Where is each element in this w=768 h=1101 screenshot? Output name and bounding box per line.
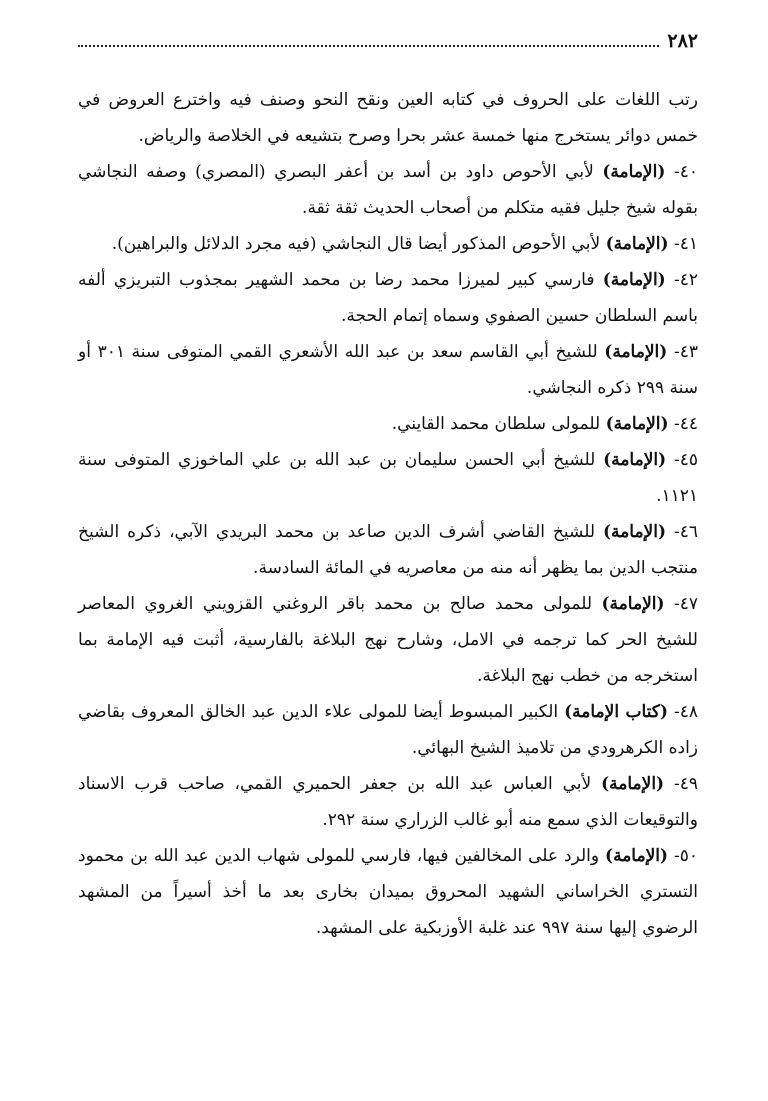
entry-title: (الإمامة) xyxy=(603,450,667,470)
entry-text: للمولى محمد صالح بن محمد باقر الروغني القزويني الغروي المعاصر للشيخ الحر كما ترجمه في الامل، وشارح نهج البلاغة بالفارسية، أثبت فيه الإمامة بما استخرجه من خطب نهج البلاغة. xyxy=(78,594,698,686)
entry-title: (الإمامة) xyxy=(602,162,666,182)
entry-text: الكبير المبسوط أيضا للمولى علاء الدين عبد الخالق المعروف بقاضي زاده الكرهرودي من تلاميذ الشيخ البهائي. xyxy=(78,702,698,758)
entry-number: ٥٠- xyxy=(668,846,698,866)
header-dotted-rule xyxy=(78,45,659,47)
document-page xyxy=(78,22,698,946)
entry-title: (الإمامة) xyxy=(605,414,669,434)
entry-40 xyxy=(78,154,698,226)
entry-text: للشيخ أبي القاسم سعد بن عبد الله الأشعري القمي المتوفى سنة ٣٠١ أو سنة ٢٩٩ ذكره النجاشي. xyxy=(78,342,698,398)
entry-number: ٤٧- xyxy=(664,594,698,614)
page-header xyxy=(78,22,698,52)
page-number: ٢٨٢ xyxy=(667,30,698,52)
entry-title: (الإمامة) xyxy=(602,270,666,290)
entry-text: للشيخ القاضي أشرف الدين صاعد بن محمد البريدي الآبي، ذكره الشيخ منتجب الدين بما يظهر أنه منه من معاصريه في المائة السادسة. xyxy=(78,522,698,578)
entry-number: ٤١- xyxy=(668,234,698,254)
entry-42 xyxy=(78,262,698,334)
entry-50 xyxy=(78,838,698,946)
entry-48 xyxy=(78,694,698,766)
entry-number: ٤٦- xyxy=(666,522,698,542)
entry-number: ٤٤- xyxy=(668,414,698,434)
entry-text: فارسي كبير لميرزا محمد رضا بن محمد الشهير بمجذوب التبريزي ألفه باسم السلطان حسين الصفوي وسماه إتمام الحجة. xyxy=(78,270,698,326)
entry-text: لأبي العباس عبد الله بن جعفر الحميري القمي، صاحب قرب الاسناد والتوقيعات الذي سمع منه أبو غالب الزراري سنة ٢٩٢. xyxy=(78,774,698,830)
entry-title: (الإمامة) xyxy=(605,846,669,866)
entry-text: لأبي الأحوص المذكور أيضا قال النجاشي (فيه مجرد الدلائل والبراهين). xyxy=(111,234,606,254)
entry-number: ٤٨- xyxy=(668,702,698,722)
entry-43 xyxy=(78,334,698,406)
entry-47 xyxy=(78,586,698,694)
entry-title: (الإمامة) xyxy=(601,774,665,794)
entry-number: ٤٩- xyxy=(664,774,698,794)
entry-45 xyxy=(78,442,698,514)
entry-41 xyxy=(78,226,698,262)
entry-title: (الإمامة) xyxy=(605,234,669,254)
entry-number: ٤٣- xyxy=(667,342,698,362)
paragraph-intro xyxy=(78,82,698,154)
entry-49 xyxy=(78,766,698,838)
entry-46 xyxy=(78,514,698,586)
entry-number: ٤٢- xyxy=(665,270,698,290)
entry-44 xyxy=(78,406,698,442)
entry-text: للمولى سلطان محمد القايني. xyxy=(391,414,606,434)
entry-title: (الإمامة) xyxy=(601,594,665,614)
document-body xyxy=(78,82,698,946)
entry-text: لأبي الأحوص داود بن أسد بن أعفر البصري (المصري) وصفه النجاشي بقوله شيخ جليل فقيه متكلم من أصحاب الحديث ثقة ثقة. xyxy=(78,162,698,218)
entry-text: للشيخ أبي الحسن سليمان بن عبد الله بن علي الماخوزي المتوفى سنة ١١٢١. xyxy=(78,450,698,506)
entry-title: (كتاب الإمامة) xyxy=(564,702,668,722)
paragraph-text: رتب اللغات على الحروف في كتابه العين ونقح النحو وصنف فيه واخترع العروض في خمس دوائر يستخرج منها خمسة عشر بحرا وصرح بتشيعه في الخلاصة والرياض. xyxy=(78,90,698,146)
entry-number: ٤٠- xyxy=(665,162,698,182)
entry-title: (الإمامة) xyxy=(603,522,667,542)
entry-text: والرد على المخالفين فيها، فارسي للمولى شهاب الدين عبد الله بن محمود التستري الخراساني الشهيد المحروق بميدان بخارى بعد ما أخذ أسيراً من المشهد الرضوي إليها سنة ٩٩٧ عند غلبة الأوزبكية على المشهد. xyxy=(78,846,698,938)
entry-number: ٤٥- xyxy=(666,450,698,470)
entry-title: (الإمامة) xyxy=(604,342,668,362)
